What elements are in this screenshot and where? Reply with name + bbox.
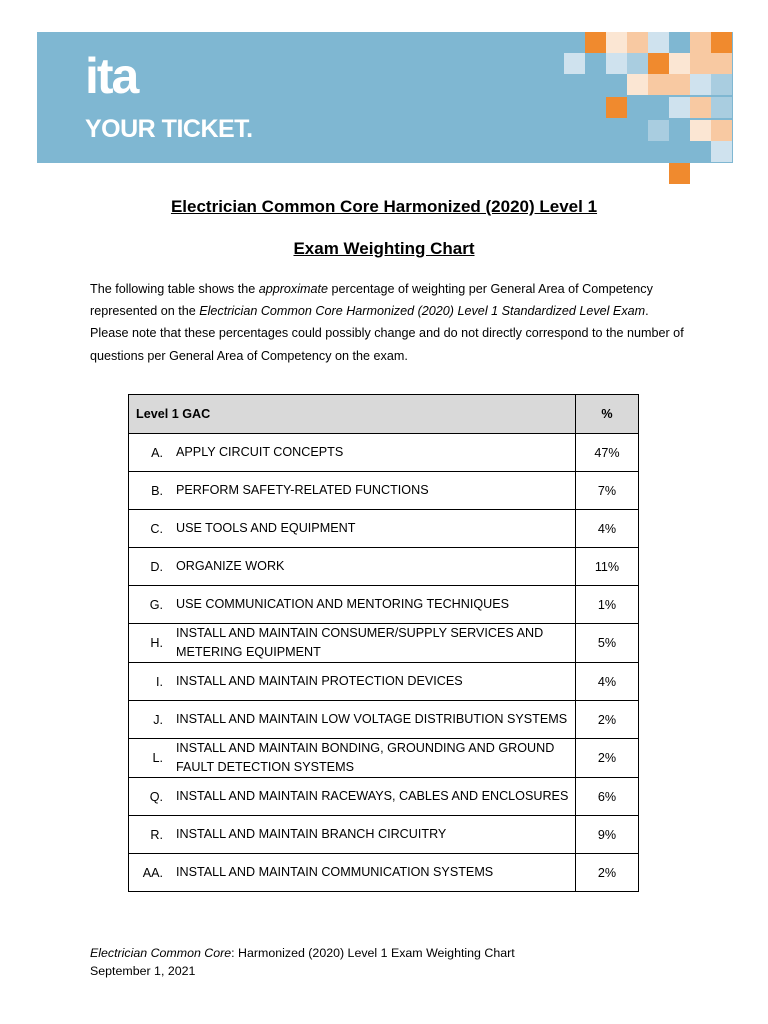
gac-percent: 47%	[576, 434, 639, 472]
gac-letter: Q.	[149, 789, 163, 804]
gac-cell	[129, 854, 576, 892]
gac-label: PERFORM SAFETY-RELATED FUNCTIONS	[176, 483, 429, 497]
document-title: Electrician Common Core Harmonized (2020) Level 1	[170, 197, 598, 216]
gac-cell	[129, 739, 576, 778]
gac-letter: B.	[151, 483, 163, 498]
mosaic-tile	[648, 120, 669, 141]
gac-cell	[129, 434, 576, 472]
mosaic-tile	[711, 141, 732, 162]
gac-letter: A.	[151, 445, 163, 460]
gac-label: INSTALL AND MAINTAIN CONSUMER/SUPPLY SERVICES AND METERING EQUIPMENT	[176, 626, 544, 659]
mosaic-tile	[669, 74, 690, 95]
gac-cell	[129, 624, 576, 663]
gac-letter: R.	[150, 827, 163, 842]
mosaic-tile	[711, 74, 732, 95]
mosaic-tile	[627, 32, 648, 53]
table-row	[129, 816, 639, 854]
mosaic-tile	[711, 53, 732, 74]
mosaic-tile	[606, 97, 627, 118]
table-row	[129, 854, 639, 892]
gac-cell	[129, 663, 576, 701]
gac-percent: 4%	[576, 510, 639, 548]
gac-label: USE COMMUNICATION AND MENTORING TECHNIQUES	[176, 597, 510, 611]
gac-letter: AA.	[142, 865, 163, 880]
gac-letter: I.	[156, 674, 163, 689]
gac-label: INSTALL AND MAINTAIN COMMUNICATION SYSTEMS	[176, 865, 494, 879]
mosaic-tile	[711, 32, 732, 53]
gac-cell	[129, 701, 576, 739]
mosaic-tile	[690, 120, 711, 141]
gac-label: INSTALL AND MAINTAIN LOW VOLTAGE DISTRIBUTION SYSTEMS	[176, 712, 568, 726]
gac-percent: 1%	[576, 586, 639, 624]
mosaic-tile	[648, 32, 669, 53]
gac-percent: 4%	[576, 663, 639, 701]
gac-label: USE TOOLS AND EQUIPMENT	[176, 521, 356, 535]
mosaic-tile	[627, 53, 648, 74]
gac-percent: 7%	[576, 472, 639, 510]
mosaic-tile	[690, 32, 711, 53]
header-percent: %	[576, 395, 639, 434]
gac-label: INSTALL AND MAINTAIN BRANCH CIRCUITRY	[176, 827, 447, 841]
table-row	[129, 548, 639, 586]
footer-date: September 1, 2021	[90, 964, 196, 978]
mosaic-tile	[606, 53, 627, 74]
gac-percent: 9%	[576, 816, 639, 854]
table-row	[129, 739, 639, 778]
table-row	[129, 663, 639, 701]
table-row	[129, 472, 639, 510]
gac-cell	[129, 472, 576, 510]
mosaic-tile	[606, 32, 627, 53]
mosaic-tile	[648, 74, 669, 95]
mosaic-tile	[669, 53, 690, 74]
table-row	[129, 778, 639, 816]
gac-percent: 2%	[576, 854, 639, 892]
mosaic-tile	[585, 32, 606, 53]
mosaic-tile	[711, 97, 732, 118]
table-row	[129, 434, 639, 472]
gac-letter: J.	[153, 712, 163, 727]
mosaic-tile	[648, 53, 669, 74]
mosaic-tile	[690, 74, 711, 95]
gac-letter: H.	[150, 636, 163, 650]
mosaic-tile	[690, 53, 711, 74]
table-row	[129, 624, 639, 663]
page-footer	[90, 944, 515, 980]
gac-label: ORGANIZE WORK	[176, 559, 285, 573]
header-gac: Level 1 GAC	[129, 395, 576, 434]
gac-percent: 6%	[576, 778, 639, 816]
gac-cell	[129, 510, 576, 548]
gac-letter: D.	[150, 559, 163, 574]
gac-cell	[129, 548, 576, 586]
mosaic-tile	[711, 120, 732, 141]
gac-label: INSTALL AND MAINTAIN RACEWAYS, CABLES AND ENCLOSURES	[176, 789, 569, 803]
gac-letter: G.	[149, 597, 163, 612]
ita-logo: ita	[85, 48, 138, 104]
gac-percent: 2%	[576, 739, 639, 778]
table-header-row	[129, 395, 639, 434]
mosaic-tile	[669, 163, 690, 184]
gac-label: INSTALL AND MAINTAIN PROTECTION DEVICES	[176, 674, 463, 688]
mosaic-tile	[627, 74, 648, 95]
gac-cell	[129, 586, 576, 624]
gac-percent: 2%	[576, 701, 639, 739]
mosaic-tile	[690, 97, 711, 118]
gac-letter: C.	[150, 521, 163, 536]
logo-tagline: YOUR TICKET.	[85, 115, 253, 143]
footer-title: Electrician Common Core: Harmonized (2020) Level 1 Exam Weighting Chart	[90, 946, 515, 960]
intro-paragraph: The following table shows the approximate percentage of weighting per General Area of Competency represented on the Electrician Common Core Harmonized (2020) Level 1 Standardized Level Exam. Please note that these percentages could possibly change and do not directly correspond to the number of questions per General Area of Competency on the exam.	[90, 282, 684, 363]
gac-cell	[129, 778, 576, 816]
table-row	[129, 586, 639, 624]
mosaic-tile	[669, 97, 690, 118]
gac-label: APPLY CIRCUIT CONCEPTS	[176, 445, 344, 459]
gac-letter: L.	[152, 751, 163, 765]
gac-weighting-table	[128, 394, 639, 892]
gac-percent: 11%	[576, 548, 639, 586]
gac-percent: 5%	[576, 624, 639, 663]
mosaic-tile	[564, 53, 585, 74]
table-row	[129, 701, 639, 739]
gac-label: INSTALL AND MAINTAIN BONDING, GROUNDING AND GROUND FAULT DETECTION SYSTEMS	[176, 741, 555, 774]
table-row	[129, 510, 639, 548]
gac-cell	[129, 816, 576, 854]
document-subtitle: Exam Weighting Chart	[293, 239, 475, 258]
